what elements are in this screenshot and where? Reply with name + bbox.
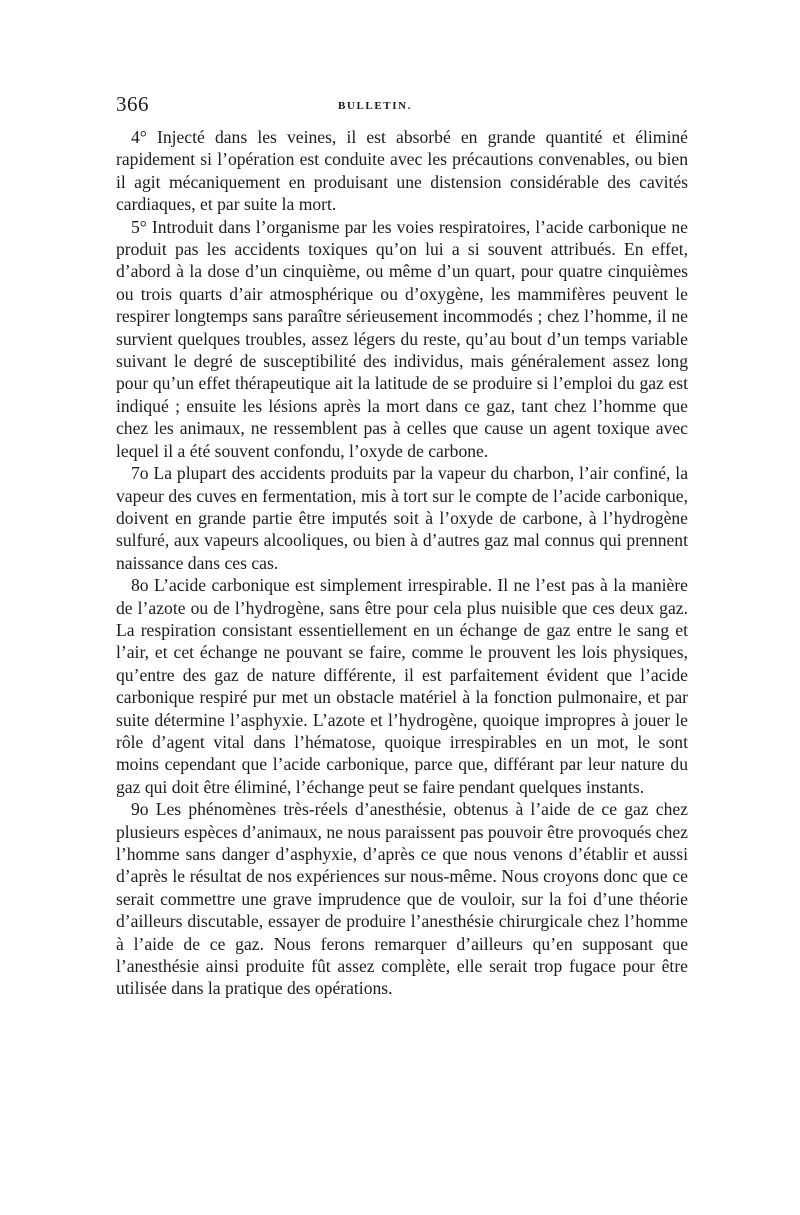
paragraph-item-5: 5° Introduit dans l’organisme par les voies respiratoires, l’acide carbonique ne produit pas les accidents toxiques qu’on lui a si souvent attribués. En effet, d’abord à la dose d’un cinquième, ou même d’un quart, pour quatre cinquièmes ou trois quarts d’air atmosphérique ou d’oxygène, les mammifères peuvent le respirer longtemps sans paraître sérieusement incommodés ; chez l’homme, il ne survient quelques troubles, assez légers du reste, qu’au bout d’un temps variable suivant le degré de susceptibilité des individus, mais généralement assez long pour qu’un effet thérapeutique ait la latitude de se produire si l’emploi du gaz est indiqué ; ensuite les lésions après la mort dans ce gaz, tant chez l’homme que chez les animaux, ne ressemblent pas à celles que cause un agent toxique avec lequel il a été souvent confondu, l’oxyde de carbone. [116, 216, 688, 461]
page-number: 366 [116, 92, 149, 116]
book-page [116, 92, 688, 1000]
running-head [116, 92, 688, 126]
paragraph-item-8: 8o L’acide carbonique est simplement irrespirable. Il ne l’est pas à la manière de l’azote ou de l’hydrogène, sans être pour cela plus nuisible que ces deux gaz. La respiration consistant essentiellement en un échange de gaz entre le sang et l’air, et cet échange ne pouvant se faire, comme le prouvent les lois physiques, qu’entre des gaz de nature différente, il est parfaitement évident que l’acide carbonique respiré pur met un obstacle matériel à la fonction pulmonaire, et par suite détermine l’asphyxie. L’azote et l’hydrogène, quoique impropres à jouer le rôle d’agent vital dans l’hématose, quoique irrespirables en un mot, le sont moins cependant que l’acide carbonique, parce que, différant par leur nature du gaz qui doit être éliminé, l’échange peut se faire pendant quelques instants. [116, 575, 688, 797]
paragraph-item-9: 9o Les phénomènes très-réels d’anesthésie, obtenus à l’aide de ce gaz chez plusieurs espèces d’animaux, ne nous paraissent pas pouvoir être provoqués chez l’homme sans danger d’asphyxie, d’après ce que nous venons d’établir et aussi d’après le résultat de nos expériences sur nous-même. Nous croyons donc que ce serait commettre une grave imprudence que de vouloir, sur la foi d’une théorie d’ailleurs discutable, essayer de produire l’anesthésie chirurgicale chez l’homme à l’aide de ce gaz. Nous ferons remarquer d’ailleurs qu’en supposant que l’anesthésie ainsi produite fût assez complète, elle serait trop fugace pour être utilisée dans la pratique des opérations. [116, 799, 688, 999]
running-title: BULLETIN. [338, 100, 413, 112]
paragraph-item-4: 4° Injecté dans les veines, il est absorbé en grande quantité et éliminé rapidement si l’opération est conduite avec les précautions convenables, ou bien il agit mécaniquement en produisant une distension considérable des cavités cardiaques, et par suite la mort. [116, 127, 688, 215]
body-text [116, 126, 688, 1000]
paragraph-item-7: 7o La plupart des accidents produits par la vapeur du charbon, l’air confiné, la vapeur des cuves en fermentation, mis à tort sur le compte de l’acide carbonique, doivent en grande partie être imputés soit à l’oxyde de carbone, à l’hydrogène sulfuré, aux vapeurs alcooliques, ou bien à d’autres gaz mal connus qui prennent naissance dans ces cas. [116, 463, 688, 573]
